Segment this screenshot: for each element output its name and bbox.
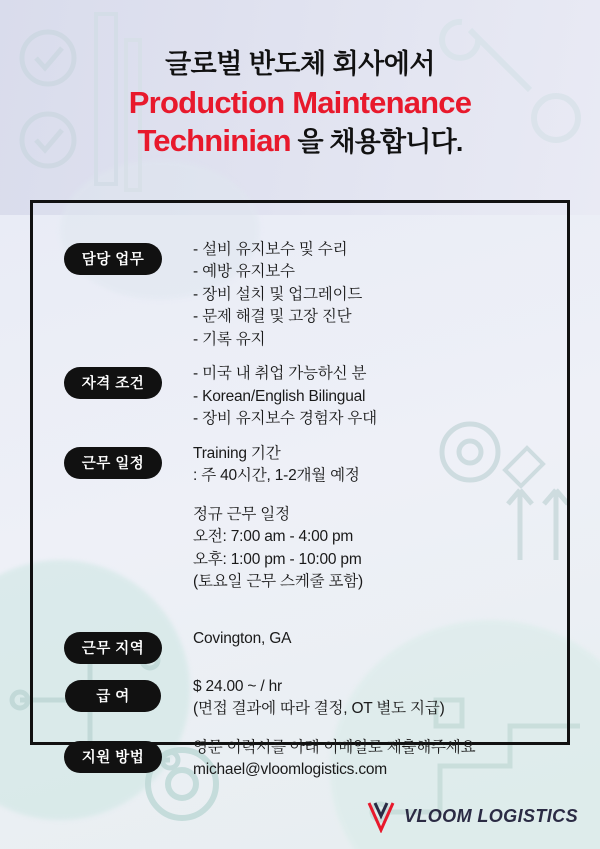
section-qualifications xyxy=(33,363,567,430)
schedule-training-title: Training 기간 xyxy=(193,444,281,462)
title-role-highlight: Techninian xyxy=(137,122,291,158)
duties-line-2: - 예방 유지보수 xyxy=(193,263,295,281)
section-content-schedule xyxy=(193,443,567,594)
page-title xyxy=(0,48,600,159)
section-pay xyxy=(33,676,567,721)
vloom-v-logo-icon xyxy=(366,799,396,833)
section-label-duties: 담당 업무 xyxy=(64,243,163,275)
title-line-3 xyxy=(0,122,600,160)
section-content-pay xyxy=(193,676,567,721)
apply-email[interactable]: michael@vloomlogistics.com xyxy=(193,760,388,778)
section-label-location: 근무 지역 xyxy=(64,632,163,664)
duties-line-4: - 문제 해결 및 고장 진단 xyxy=(193,308,352,326)
duties-line-1: - 설비 유지보수 및 수리 xyxy=(193,241,348,258)
footer-logo xyxy=(366,799,578,833)
section-content-qualifications xyxy=(193,363,567,430)
section-label-qualifications: 자격 조건 xyxy=(64,367,163,399)
title-line-2: Production Maintenance xyxy=(128,84,472,120)
title-suffix: 을 채용합니다. xyxy=(290,126,463,157)
section-label-schedule: 근무 일정 xyxy=(64,447,163,479)
section-schedule xyxy=(33,443,567,594)
apply-instruction: 영문 이력서를 아래 이메일로 제출해주세요 xyxy=(193,738,476,756)
duties-line-3: - 장비 설치 및 업그레이드 xyxy=(193,285,363,303)
section-duties xyxy=(33,239,567,351)
schedule-regular-title: 정규 근무 일정 xyxy=(193,505,290,523)
section-location xyxy=(33,628,567,664)
pill-column xyxy=(33,676,193,712)
section-label-apply: 지원 방법 xyxy=(64,741,163,773)
section-apply xyxy=(33,737,567,782)
pill-column xyxy=(33,239,193,275)
schedule-saturday-note: (토요일 근무 스케줄 포함) xyxy=(193,573,363,591)
job-details-card xyxy=(30,200,570,778)
schedule-afternoon-shift: 오후: 1:00 pm - 10:00 pm xyxy=(193,550,362,568)
pay-note: (면접 결과에 따라 결정, OT 별도 지급) xyxy=(193,700,445,718)
pill-column xyxy=(33,737,193,773)
qualifications-line-1: - 미국 내 취업 가능하신 분 xyxy=(193,365,367,383)
qualifications-line-3: - 장비 유지보수 경험자 우대 xyxy=(193,410,377,428)
job-details-rows xyxy=(33,203,567,787)
pill-column xyxy=(33,363,193,399)
duties-line-5: - 기록 유지 xyxy=(193,330,266,348)
section-content-apply xyxy=(193,737,567,782)
schedule-training-detail: : 주 40시간, 1-2개월 예정 xyxy=(193,467,360,485)
schedule-morning-shift: 오전: 7:00 am - 4:00 pm xyxy=(193,528,354,546)
section-content-location xyxy=(193,628,567,650)
pill-column xyxy=(33,628,193,664)
location-value: Covington, GA xyxy=(193,629,292,647)
title-line-1: 글로벌 반도체 회사에서 xyxy=(165,49,435,79)
section-label-pay: 급 여 xyxy=(65,680,161,712)
qualifications-line-2: - Korean/English Bilingual xyxy=(193,387,366,405)
pill-column xyxy=(33,443,193,479)
pay-rate: $ 24.00 ~ / hr xyxy=(193,677,282,695)
logo-wordmark: VLOOM LOGISTICS xyxy=(403,805,578,826)
section-content-duties xyxy=(193,239,567,351)
